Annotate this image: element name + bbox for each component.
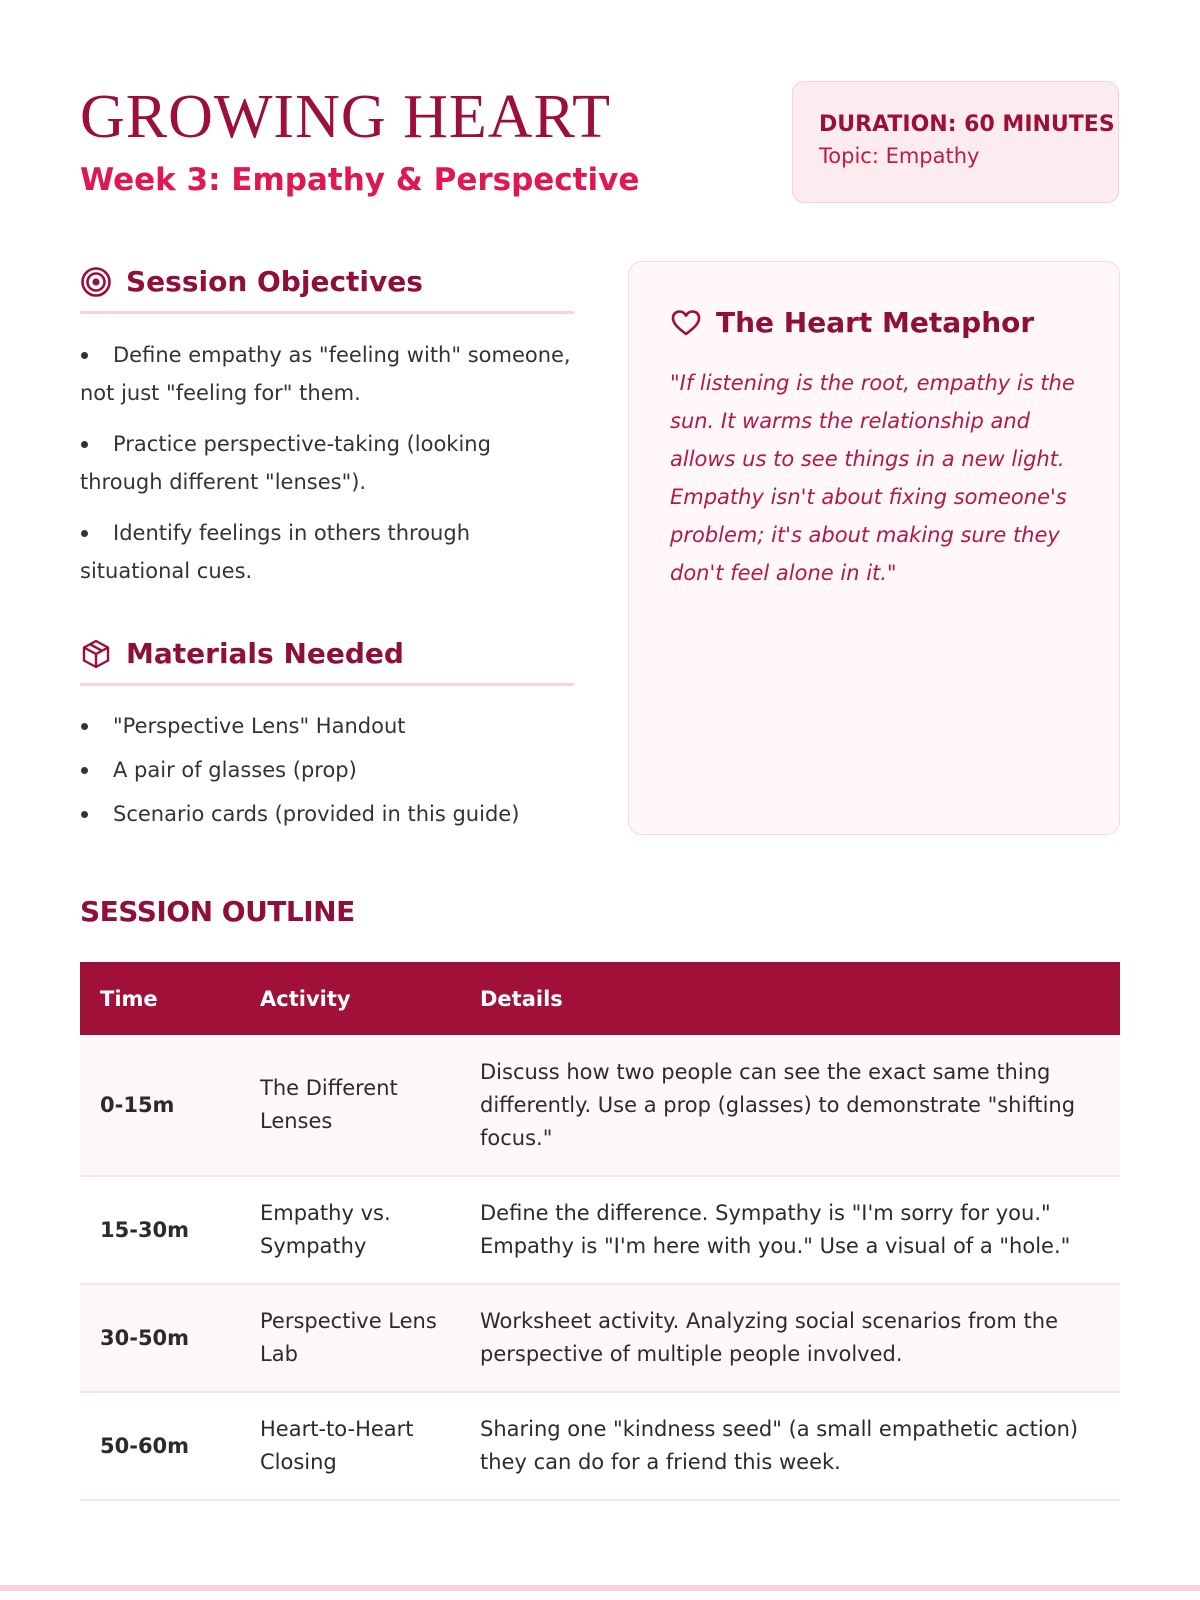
column-header-activity: Activity xyxy=(240,962,460,1035)
outline-table xyxy=(80,962,1120,1501)
objectives-heading xyxy=(80,265,574,314)
cell-time: 0-15m xyxy=(80,1035,240,1176)
bottom-divider xyxy=(0,1585,1200,1591)
list-item: "Perspective Lens" Handout xyxy=(80,707,580,745)
page-subtitle: Week 3: Empathy & Perspective xyxy=(80,162,640,198)
materials-list xyxy=(80,707,580,839)
metaphor-card xyxy=(628,261,1120,835)
metaphor-quote: "If listening is the root, empathy is the sun. It warms the relationship and allows us to see things in a new light. Empathy isn't about fixing someone's problem; it's about making sure they don't feel alone in it." xyxy=(670,370,1075,585)
outline-title: SESSION OUTLINE xyxy=(80,895,355,928)
column-header-time: Time xyxy=(80,962,240,1035)
list-item: A pair of glasses (prop) xyxy=(80,751,580,789)
cell-time: 30-50m xyxy=(80,1284,240,1392)
cell-activity: Empathy vs. Sympathy xyxy=(240,1176,460,1284)
metaphor-heading-label: The Heart Metaphor xyxy=(716,306,1035,339)
cell-details: Sharing one "kindness seed" (a small empathetic action) they can do for a friend this week. xyxy=(460,1392,1120,1500)
duration-label: DURATION: 60 MINUTES xyxy=(819,112,1115,137)
list-item: Define empathy as "feeling with" someone, not just "feeling for" them. xyxy=(80,336,580,412)
list-item: Practice perspective-taking (looking through different "lenses"). xyxy=(80,425,580,501)
table-row xyxy=(80,1176,1120,1284)
list-item: Identify feelings in others through situational cues. xyxy=(80,514,580,590)
cell-activity: Perspective Lens Lab xyxy=(240,1284,460,1392)
cell-details: Define the difference. Sympathy is "I'm sorry for you." Empathy is "I'm here with you." Use a visual of a "hole." xyxy=(460,1176,1120,1284)
materials-heading-label: Materials Needed xyxy=(126,637,404,670)
table-row xyxy=(80,1284,1120,1392)
heart-icon xyxy=(670,307,702,339)
cell-details: Worksheet activity. Analyzing social scenarios from the perspective of multiple people involved. xyxy=(460,1284,1120,1392)
objectives-list xyxy=(80,336,580,603)
cell-time: 15-30m xyxy=(80,1176,240,1284)
table-row xyxy=(80,1392,1120,1500)
list-item: Scenario cards (provided in this guide) xyxy=(80,795,580,833)
column-header-details: Details xyxy=(460,962,1120,1035)
duration-box xyxy=(792,81,1119,203)
objectives-heading-label: Session Objectives xyxy=(126,265,423,298)
metaphor-heading xyxy=(670,306,1079,340)
cell-details: Discuss how two people can see the exact same thing differently. Use a prop (glasses) to demonstrate "shifting focus." xyxy=(460,1035,1120,1176)
table-header-row xyxy=(80,962,1120,1035)
page-title: GROWING HEART xyxy=(80,83,612,151)
topic-label: Topic: Empathy xyxy=(819,144,980,168)
target-icon xyxy=(80,266,112,298)
cell-activity: The Different Lenses xyxy=(240,1035,460,1176)
cell-activity: Heart-to-Heart Closing xyxy=(240,1392,460,1500)
box-icon xyxy=(80,638,112,670)
table-row xyxy=(80,1035,1120,1176)
cell-time: 50-60m xyxy=(80,1392,240,1500)
materials-heading xyxy=(80,637,574,686)
